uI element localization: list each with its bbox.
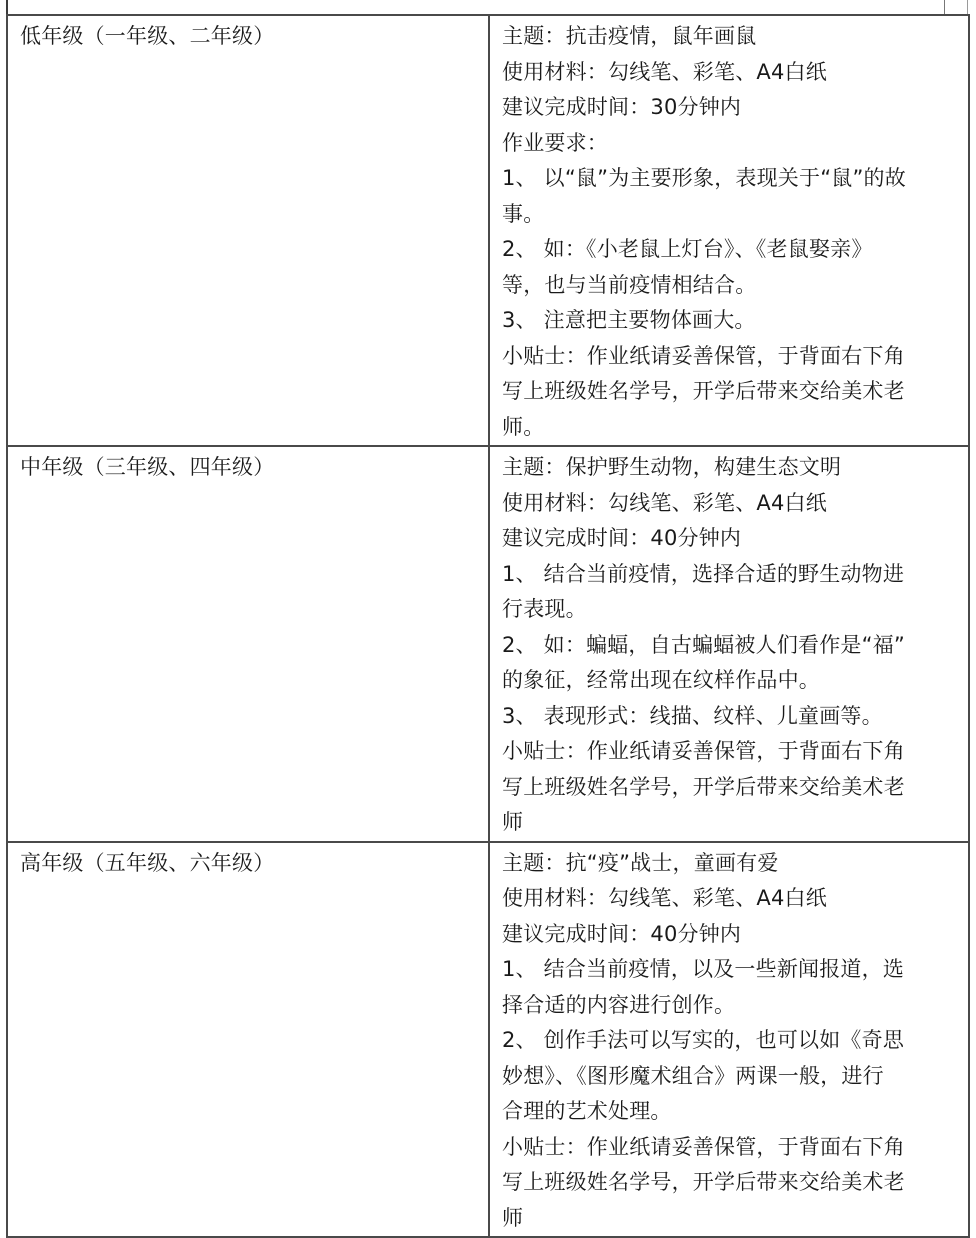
previous-table-edge: [6, 0, 968, 14]
text-line: 3、 表现形式：线描、纹样、儿童画等。: [502, 703, 883, 728]
text-line: 主题：抗击疫情，鼠年画鼠: [502, 24, 757, 48]
grade-cell: [7, 446, 489, 842]
text-line: 合理的艺术处理。: [502, 1099, 672, 1123]
grade-cell: [7, 842, 489, 1238]
text-line: 等，也与当前疫情相结合。: [502, 272, 757, 297]
requirements-cell: [489, 842, 969, 1238]
text-line: 建议完成时间：40分钟内: [502, 526, 742, 550]
text-line: 的象征，经常出现在纹样作品中。: [502, 668, 820, 692]
text-line: 主题：保护野生动物，构建生态文明: [502, 455, 842, 479]
text-line: 行表现。: [502, 597, 587, 621]
text-line: 建议完成时间：30分钟内: [502, 95, 742, 119]
table-row-lower-grades: [7, 15, 969, 446]
text-line: 2、 创作手法可以写实的，也可以如《奇思: [502, 1028, 905, 1052]
text-line: 师: [502, 1205, 524, 1230]
text-line: 1、 以“鼠”为主要形象，表现关于“鼠”的故: [502, 166, 906, 190]
text-line: 作业要求：: [502, 130, 608, 155]
text-line: 写上班级姓名学号，开学后带来交给美术老: [502, 1170, 905, 1194]
homework-table: [6, 14, 970, 1238]
text-line: 写上班级姓名学号，开学后带来交给美术老: [502, 774, 905, 799]
grade-label: 中年级（三年级、四年级）: [20, 455, 275, 479]
table-row-middle-grades: [7, 446, 969, 842]
text-line: 建议完成时间：40分钟内: [502, 921, 742, 946]
text-line: 小贴士：作业纸请妥善保管，于背面右下角: [502, 1134, 905, 1159]
text-line: 1、 结合当前疫情，以及一些新闻报道，选: [502, 957, 905, 981]
requirements-cell: [489, 15, 969, 446]
text-line: 使用材料：勾线笔、彩笔、A4白纸: [502, 59, 827, 84]
text-line: 2、 如：《小老鼠上灯台》、《老鼠娶亲》: [502, 237, 873, 261]
text-line: 使用材料：勾线笔、彩笔、A4白纸: [502, 886, 827, 910]
text-line: 2、 如：蝙蝠，自古蝙蝠被人们看作是“福”: [502, 632, 905, 657]
requirements-text: [490, 843, 968, 1237]
text-line: 使用材料：勾线笔、彩笔、A4白纸: [502, 490, 827, 515]
text-line: 小贴士：作业纸请妥善保管，于背面右下角: [502, 343, 905, 368]
requirements-text: [490, 447, 968, 841]
text-line: 妙想》、《图形魔术组合》两课一般，进行: [502, 1063, 884, 1088]
table-row-upper-grades: [7, 842, 969, 1238]
grade-cell: [7, 15, 489, 446]
grade-label: 高年级（五年级、六年级）: [20, 850, 275, 875]
text-line: 事。: [502, 201, 545, 226]
text-line: 写上班级姓名学号，开学后带来交给美术老: [502, 379, 905, 403]
text-line: 师: [502, 810, 524, 834]
text-line: 主题：抗“疫”战士，童画有爱: [502, 850, 779, 875]
text-line: 师。: [502, 414, 545, 439]
requirements-text: [490, 16, 968, 445]
grade-label: 低年级（一年级、二年级）: [20, 24, 275, 48]
requirements-cell: [489, 446, 969, 842]
text-line: 1、 结合当前疫情，选择合适的野生动物进: [502, 561, 905, 586]
text-line: 小贴士：作业纸请妥善保管，于背面右下角: [502, 739, 905, 763]
text-line: 择合适的内容进行创作。: [502, 992, 736, 1017]
table-border-tick: [944, 0, 945, 14]
text-line: 3、 注意把主要物体画大。: [502, 308, 756, 332]
